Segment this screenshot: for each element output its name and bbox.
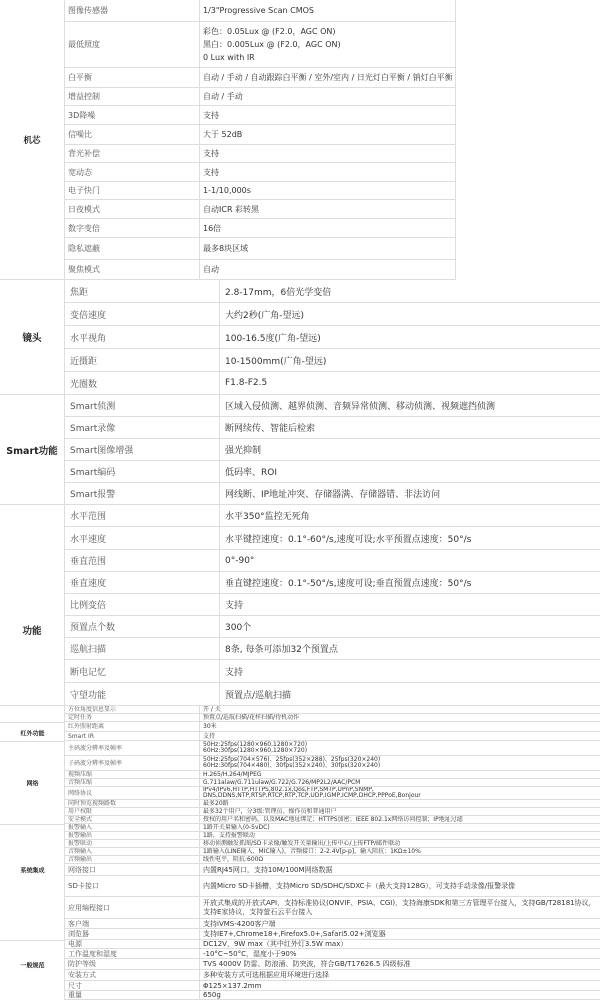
spec-label: 音频输入: [65, 848, 200, 855]
spec-label: 水平速度: [65, 527, 220, 549]
section-title: 系统集成: [20, 867, 45, 875]
spec-label: 应用编程接口: [65, 897, 200, 918]
section-label-column: [0, 706, 65, 1000]
spec-row: [65, 991, 600, 1000]
group-divider: [0, 741, 64, 742]
spec-row: [65, 303, 600, 326]
spec-row: [65, 856, 600, 864]
spec-row: [65, 280, 600, 303]
spec-label: 增益控制: [65, 88, 200, 105]
spec-value: [200, 22, 455, 67]
spec-row: [65, 594, 600, 616]
spec-value: 1路，支持报警联动: [203, 832, 255, 839]
spec-value: DC12V，9W max（其中红外灯3.5W max）: [203, 940, 348, 948]
spec-row: [65, 68, 455, 88]
spec-label: Smart侦测: [65, 395, 220, 416]
spec-label: 定时任务: [65, 714, 200, 721]
spec-value: H.265/H.264/MJPEG: [203, 771, 262, 778]
spec-value: [200, 787, 600, 799]
spec-value: 支持: [203, 149, 219, 158]
section-title: 功能: [0, 505, 65, 706]
spec-value: 移动侦测触发抓图/SD卡录像/触发开关量输出/上传中心/上传FTP/邮件联动: [203, 840, 401, 847]
spec-value: 支持: [203, 732, 216, 740]
spec-value: 网线断、IP地址冲突、存储器满、存储器错、非法访问: [225, 490, 441, 500]
spec-label: 工作温度和湿度: [65, 949, 200, 958]
spec-value: 低码率、ROI: [225, 468, 277, 478]
spec-label: 白平衡: [65, 68, 200, 87]
spec-label: Smart编码: [65, 461, 220, 482]
spec-label: 报警输出: [65, 832, 200, 839]
spec-label: 报警输入: [65, 824, 200, 831]
spec-row: [65, 461, 600, 483]
spec-row: [65, 88, 455, 106]
spec-section-functions: [0, 505, 600, 706]
spec-rows: [65, 280, 600, 395]
spec-value: 自动ICR 彩转黑: [203, 204, 260, 214]
spec-section-lower: [0, 706, 600, 1000]
spec-value: 预置点/巡航扫描/花样扫描/待机动作: [203, 714, 300, 721]
section-title: Smart功能: [0, 395, 65, 505]
spec-label: 最低照度: [65, 22, 200, 67]
spec-value: 10-1500mm(广角-望远): [225, 356, 327, 367]
group-divider: [0, 824, 64, 825]
spec-rows: [65, 706, 600, 1000]
spec-label: 主码流分辨率及帧率: [65, 741, 200, 755]
group-divider: [0, 722, 64, 723]
spec-rows: [65, 0, 455, 280]
spec-row: [65, 981, 600, 991]
spec-label: Smart录像: [65, 417, 220, 438]
spec-label: 水平范围: [65, 505, 220, 526]
spec-label: 尺寸: [65, 981, 200, 990]
spec-row: [65, 940, 600, 949]
spec-label: 守望功能: [65, 683, 220, 705]
spec-row: [65, 840, 600, 848]
spec-label: 水平视角: [65, 326, 220, 348]
spec-value-line: 60Hz:30fps(1280×960,1280×720): [203, 747, 308, 754]
spec-label: 红外照射距离: [65, 722, 200, 731]
spec-label: 比例变倍: [65, 594, 220, 615]
spec-row: [65, 372, 600, 395]
spec-value-line: 50Hz:25fps(1280×960,1280×720): [203, 741, 308, 748]
spec-row: [65, 238, 455, 260]
spec-label: 近摄距: [65, 349, 220, 371]
spec-row: [65, 106, 455, 125]
spec-value: 100-16.5度(广角-望远): [225, 333, 321, 344]
spec-label: 方位角度信息显示: [65, 706, 200, 713]
spec-value: 650g: [203, 991, 221, 999]
spec-row: [65, 848, 600, 856]
spec-value: 强光抑制: [225, 446, 262, 456]
spec-row: [65, 125, 455, 145]
spec-label: SD卡接口: [65, 876, 200, 896]
spec-row: [65, 897, 600, 919]
spec-row: [65, 22, 455, 68]
spec-label: 数字变倍: [65, 219, 200, 237]
spec-value: [200, 741, 600, 755]
spec-row: [65, 706, 600, 714]
spec-value: 16倍: [203, 223, 222, 233]
spec-row: [65, 970, 600, 981]
spec-label: Smart IR: [65, 732, 200, 740]
spec-value: 支持IE7+,Chrome18+,Firefox5.0+,Safari5.02+浏览器: [203, 930, 386, 938]
spec-value: 30米: [203, 723, 217, 730]
spec-label: 聚焦模式: [65, 260, 200, 279]
spec-value: 预置点/巡航扫描: [225, 690, 292, 701]
spec-label: 焦距: [65, 280, 220, 302]
spec-label: Smart报警: [65, 483, 220, 504]
group-divider: [0, 940, 64, 941]
spec-value: 支持: [203, 110, 219, 120]
spec-value: 水平350°监控无死角: [225, 512, 310, 522]
spec-value: 开 / 关: [203, 706, 221, 713]
spec-row: [65, 572, 600, 594]
spec-label: 信噪比: [65, 125, 200, 144]
spec-label: 报警联动: [65, 840, 200, 847]
spec-value: 1/3"Progressive Scan CMOS: [203, 6, 314, 15]
spec-row: [65, 876, 600, 897]
spec-row: [65, 200, 455, 219]
spec-value: 最多20路: [203, 800, 229, 807]
spec-row: [65, 929, 600, 940]
spec-label: 断电记忆: [65, 660, 220, 682]
spec-row: [65, 527, 600, 550]
spec-value: G.711alaw/G.711ulaw/G.722/G.726/MP2L2/AAC/PCM: [203, 779, 361, 786]
spec-value: 垂直键控速度：0.1°-50°/s,速度可设;垂直预置点速度：50°/s: [225, 579, 472, 589]
spec-value: -10°C~50°C，湿度小于90%: [203, 949, 297, 958]
spec-value-line: IPv4/IPv6,HTTP,HTTPS,802.1x,Qos,FTP,SMTP,UPnP,SNMP,: [203, 787, 374, 793]
spec-row: [65, 800, 600, 808]
spec-row: [65, 349, 600, 372]
spec-label: 客户端: [65, 919, 200, 928]
spec-value: 水平键控速度：0.1°-60°/s,速度可设;水平预置点速度：50°/s: [225, 534, 472, 545]
spec-label: 变倍速度: [65, 303, 220, 325]
spec-label: 同时预览视频路数: [65, 800, 200, 807]
spec-row: [65, 722, 600, 732]
section-title: 镜头: [0, 280, 65, 395]
spec-label: 网络接口: [65, 864, 200, 875]
spec-value: 开放式集成的开放式API，支持标准协议(ONVIF、PSIA、CGI)，支持海康SDK和第三方管理平台接入，支持GB/T28181协议，支持E家协议，支持萤石云平台接入: [203, 898, 596, 916]
spec-rows: [65, 505, 600, 706]
section-title: 机芯: [0, 0, 65, 280]
spec-value: F1.8-F2.5: [225, 378, 268, 388]
spec-value: 1-1/10,000s: [203, 186, 251, 195]
section-title: 一般规范: [20, 962, 45, 970]
spec-label: 3D降噪: [65, 106, 200, 124]
section-title: 红外功能: [20, 730, 45, 738]
spec-section-core: [0, 0, 456, 280]
spec-row: [65, 787, 600, 800]
spec-label: 视频压缩: [65, 771, 200, 778]
spec-section-lens: [0, 280, 600, 395]
spec-label: 隐私遮蔽: [65, 238, 200, 259]
spec-label: 垂直范围: [65, 550, 220, 571]
spec-label: 网络协议: [65, 787, 200, 799]
spec-value-line: 彩色：0.05Lux @ (F2.0，AGC ON): [203, 27, 336, 36]
spec-value: 自动 / 手动 / 自动跟踪白平衡 / 室外/室内 / 日光灯白平衡 / 钠灯白平衡: [203, 73, 453, 82]
spec-value: 支持: [225, 667, 244, 678]
spec-value: [200, 756, 600, 770]
section-title: 网络: [26, 780, 39, 788]
spec-row: [65, 326, 600, 349]
spec-row: [65, 864, 600, 876]
spec-row: [65, 919, 600, 929]
spec-row: [65, 550, 600, 572]
spec-row: [65, 779, 600, 787]
spec-label: 安装方式: [65, 970, 200, 980]
spec-label: 子码流分辨率及帧率: [65, 756, 200, 770]
spec-value: 内置RJ45网口，支持10M/100M网络数据: [203, 865, 333, 874]
spec-row: [65, 660, 600, 683]
spec-row: [65, 0, 455, 22]
spec-row: [65, 182, 455, 200]
spec-row: [65, 439, 600, 461]
spec-row: [65, 417, 600, 439]
spec-label: 光圈数: [65, 372, 220, 394]
spec-section-smart: [0, 395, 600, 505]
spec-row: [65, 483, 600, 505]
spec-label: 宽动态: [65, 163, 200, 181]
spec-row: [65, 832, 600, 840]
spec-value: 线性电平，阻抗:600Ω: [203, 856, 264, 863]
spec-value: 授权的用户名和密码，以及MAC地址绑定；HTTPS加密；IEEE 802.1x网络访问控制；IP地址过滤: [203, 816, 463, 823]
spec-row: [65, 949, 600, 959]
spec-value: 最多8块区域: [203, 244, 249, 253]
spec-value: 2.8-17mm，6倍光学变倍: [225, 287, 332, 298]
spec-value: 300个: [225, 623, 252, 633]
spec-row: [65, 756, 600, 771]
spec-value: 支持iVMS-4200客户端: [203, 919, 276, 928]
spec-label: 背光补偿: [65, 145, 200, 162]
spec-value: 支持: [203, 167, 219, 177]
spec-value-line: 60Hz:30fps(704×480)、30fps(352×240)、30fps(320×240): [203, 762, 381, 769]
spec-value: 0°-90°: [225, 555, 255, 566]
spec-value-line: DNS,DDNS,NTP,RTSP,RTCP,RTP,TCP,UDP,IGMP,ICMP,DHCP,PPPoE,Bonjour: [203, 792, 421, 799]
spec-label: 图像传感器: [65, 0, 200, 21]
spec-value: 支持: [225, 601, 244, 611]
spec-value: 自动: [203, 265, 219, 274]
spec-value: 1路开关量输入(0-5vDC): [203, 824, 270, 831]
spec-value-line: 0 Lux with IR: [203, 53, 255, 62]
spec-value: 多种安装方式可选根据应用环境进行选择: [203, 971, 329, 979]
spec-label: 垂直速度: [65, 572, 220, 593]
spec-value: 内置Micro SD卡插槽，支持Micro SD/SDHC/SDXC卡（最大支持128G），可支持手动录像/报警录像: [203, 881, 516, 890]
spec-label: 预置点个数: [65, 616, 220, 637]
spec-row: [65, 741, 600, 756]
spec-value: 区域入侵侦测、越界侦测、音频异常侦测、移动侦测、视频遮挡侦测: [225, 402, 496, 412]
spec-label: 用户权限: [65, 808, 200, 815]
spec-label: 巡航扫描: [65, 638, 220, 659]
spec-label: 安全模式: [65, 816, 200, 823]
spec-row: [65, 219, 455, 238]
spec-label: 浏览器: [65, 929, 200, 939]
spec-row: [65, 732, 600, 741]
spec-label: 电源: [65, 940, 200, 948]
spec-row: [65, 714, 600, 722]
spec-row: [65, 395, 600, 417]
spec-value-line: 黑白：0.005Lux @ (F2.0，AGC ON): [203, 40, 341, 49]
spec-label: 音频输出: [65, 856, 200, 863]
spec-value: 1路输入(LINE输入、MIC输入)，音频接口：2-2.4V[p-p]，输入阻抗：1KΩ±10%: [203, 848, 421, 855]
spec-value: 8条, 每条可添加32个预置点: [225, 645, 338, 655]
spec-row: [65, 163, 455, 182]
spec-row: [65, 683, 600, 706]
spec-row: [65, 638, 600, 660]
spec-row: [65, 771, 600, 779]
spec-label: 重量: [65, 991, 200, 999]
spec-value: 大于 52dB: [203, 130, 243, 139]
spec-rows: [65, 395, 600, 505]
spec-label: 电子快门: [65, 182, 200, 199]
spec-value: TVS 4000V 防雷、防浪涌、防突波，符合GB/T17626.5 四级标准: [203, 960, 411, 968]
spec-value: Φ125×137.2mm: [203, 981, 262, 990]
spec-row: [65, 505, 600, 527]
spec-value: 自动 / 手动: [203, 92, 243, 101]
spec-row: [65, 959, 600, 970]
spec-row: [65, 808, 600, 816]
spec-label: 防护等级: [65, 959, 200, 969]
spec-row: [65, 816, 600, 824]
spec-value: 大约2秒(广角-望远): [225, 310, 304, 321]
spec-row: [65, 145, 455, 163]
spec-value-line: 50Hz:25fps(704×576)、25fps(352×288)、25fps(320×240): [203, 756, 381, 763]
spec-row: [65, 616, 600, 638]
spec-label: Smart图像增强: [65, 439, 220, 460]
spec-row: [65, 824, 600, 832]
spec-label: 日夜模式: [65, 200, 200, 218]
spec-row: [65, 260, 455, 280]
spec-value: 最多32个用户，分3级:管理员、操作员和普通用户: [203, 808, 337, 815]
spec-label: 音频压缩: [65, 779, 200, 786]
spec-value: 断网续传、智能后检索: [225, 424, 316, 434]
